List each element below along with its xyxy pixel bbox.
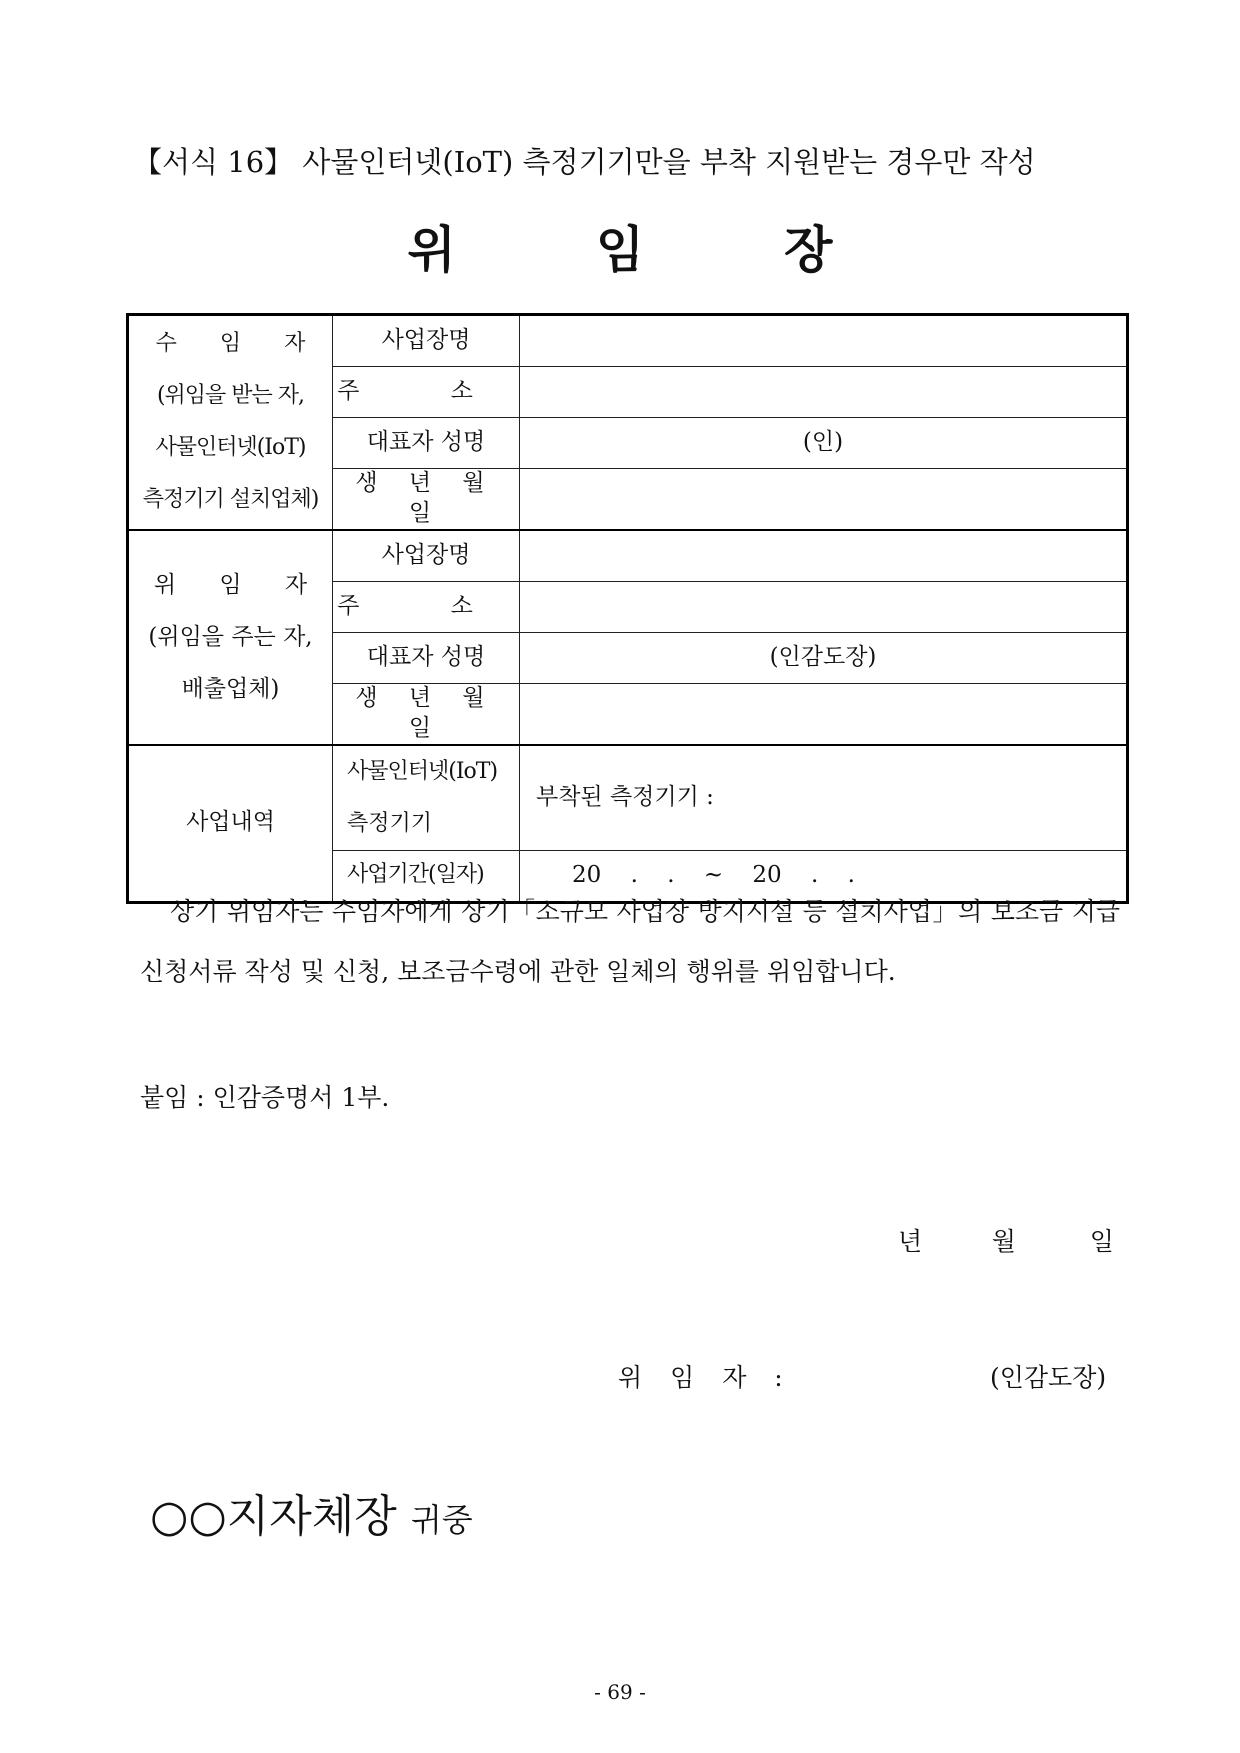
delegator-signature-label: 위 임 자 : <box>618 1363 793 1392</box>
grantee-label-line: 사물인터넷(IoT) <box>155 435 306 461</box>
form-title <box>0 210 1240 282</box>
grantee-label-line: 측정기기 설치업체) <box>142 487 319 513</box>
grantee-birthdate-value[interactable] <box>520 469 1128 530</box>
grantee-field-birthdate: 생 년 월 일 <box>333 469 520 530</box>
grantor-label-line: (위임을 주는 자, <box>148 624 313 651</box>
recipient-name: ○○지자체장 <box>150 1491 397 1542</box>
business-period-value[interactable]: 20 . . ~ 20 . . <box>520 850 1128 902</box>
grantor-label-line: 위 임 자 <box>153 572 326 599</box>
recipient <box>150 1480 473 1544</box>
business-field-period: 사업기간(일자) <box>333 850 520 902</box>
delegation-table <box>126 313 1129 904</box>
grantee-label-line: (위임을 받는 자, <box>156 383 305 409</box>
grantee-address-value[interactable] <box>520 367 1128 418</box>
grantee-field-business-name: 사업장명 <box>333 315 520 367</box>
grantee-label <box>128 315 333 530</box>
date-line <box>898 1222 1114 1258</box>
grantee-field-address: 주 소 <box>333 367 520 418</box>
grantee-business-name-value[interactable] <box>520 315 1128 367</box>
delegator-seal-label: (인감도장) <box>990 1363 1107 1392</box>
date-day-label: 일 <box>1089 1227 1114 1256</box>
grantor-birthdate-value[interactable] <box>520 683 1128 744</box>
grantor-label-line: 배출업체) <box>181 676 280 703</box>
business-field-device <box>333 745 520 851</box>
business-label: 사업내역 <box>128 745 333 903</box>
grantee-field-representative: 대표자 성명 <box>333 418 520 469</box>
grantor-field-birthdate: 생 년 월 일 <box>333 683 520 744</box>
delegation-statement: 상기 위임자는 수임자에게 상기「소규모 사업장 방지시설 등 설치사업」의 보조금 지급 신청서류 작성 및 신청, 보조금수령에 관한 일체의 행위를 위임합니다. <box>140 897 1120 986</box>
grantor-address-value[interactable] <box>520 581 1128 632</box>
title-char: 임 <box>595 221 645 279</box>
title-char: 위 <box>407 221 456 279</box>
grantee-representative-value[interactable]: (인) <box>520 418 1128 469</box>
grantor-field-business-name: 사업장명 <box>333 530 520 582</box>
form-header: 【서식 16】 사물인터넷(IoT) 측정기기만을 부착 지원받는 경우만 작성 <box>133 145 1036 179</box>
attachment-note: 붙임 : 인감증명서 1부. <box>140 1083 390 1112</box>
recipient-suffix: 귀중 <box>410 1501 473 1539</box>
page-number: - 69 - <box>594 1680 646 1704</box>
date-year-label: 년 <box>898 1227 923 1256</box>
business-field-device-line: 사물인터넷(IoT) <box>347 758 498 784</box>
grantor-representative-value[interactable]: (인감도장) <box>520 632 1128 683</box>
grantor-business-name-value[interactable] <box>520 530 1128 582</box>
grantor-field-representative: 대표자 성명 <box>333 632 520 683</box>
business-device-value[interactable]: 부착된 측정기기 : <box>520 745 1128 851</box>
title-char: 장 <box>784 221 833 279</box>
date-month-label: 월 <box>991 1227 1016 1256</box>
business-field-device-line: 측정기기 <box>347 810 433 836</box>
grantee-label-line: 수 임 자 <box>155 331 324 357</box>
grantor-field-address: 주 소 <box>333 581 520 632</box>
grantor-label <box>128 530 333 745</box>
